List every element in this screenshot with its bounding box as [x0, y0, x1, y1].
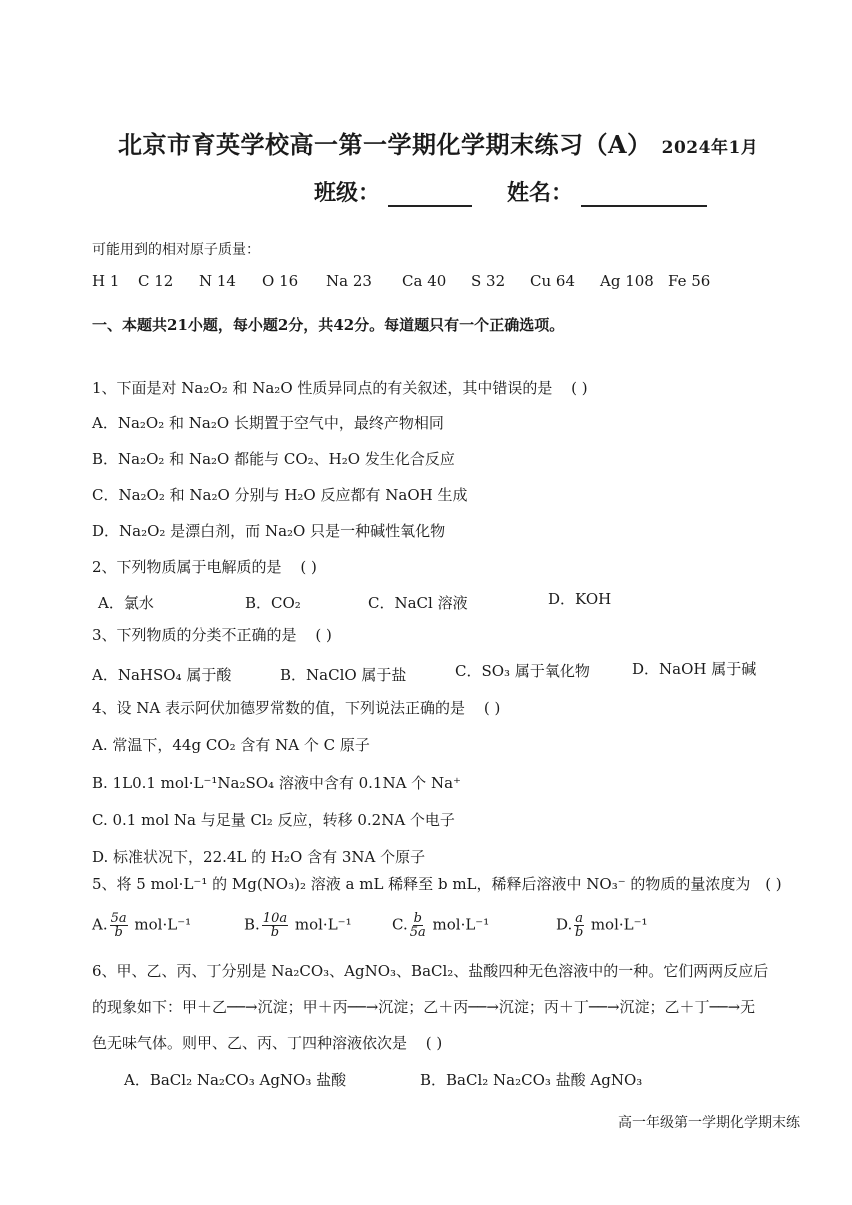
answer-paren: ( ): [300, 558, 317, 576]
atomic-mass-item: N 14: [199, 272, 236, 290]
question-2-option-a: A．氯水: [98, 594, 154, 612]
fraction-numerator: b: [413, 911, 422, 926]
question-5-option-d: [556, 912, 648, 939]
question-1-option-a: A．Na₂O₂ 和 Na₂O 长期置于空气中，最终产物相同: [92, 414, 444, 432]
exam-date: 2024年1月: [661, 138, 759, 158]
page-footer: 高一年级第一学期化学期末练: [618, 1115, 800, 1131]
question-1-stem: [92, 377, 588, 398]
fraction-denominator: 5a: [409, 925, 426, 940]
question-2-option-d: D．KOH: [548, 590, 612, 608]
question-2-option-b: B．CO₂: [245, 594, 301, 612]
option-label: D.: [556, 915, 573, 934]
atomic-mass-label: 可能用到的相对原子质量：: [92, 242, 260, 258]
atomic-mass-item: Ca 40: [402, 272, 447, 290]
question-2-option-c: C．NaCl 溶液: [368, 594, 468, 612]
question-3-option-a: A．NaHSO₄ 属于酸: [92, 666, 232, 684]
fraction-denominator: b: [114, 925, 123, 940]
question-5-option-c: [392, 912, 489, 939]
question-3-stem: [92, 624, 332, 645]
fraction: [110, 912, 128, 939]
question-4-option-b: B. 1L0.1 mol·L⁻¹Na₂SO₄ 溶液中含有 0.1NA 个 Na⁺: [92, 774, 461, 792]
question-1-option-d: D．Na₂O₂ 是漂白剂，而 Na₂O 只是一种碱性氧化物: [92, 522, 446, 540]
fraction-denominator: b: [270, 925, 280, 940]
question-1-option-c: C．Na₂O₂ 和 Na₂O 分别与 H₂O 反应都有 NaOH 生成: [92, 486, 468, 504]
unit: mol·L⁻¹: [590, 915, 648, 934]
student-info-line: [314, 176, 707, 207]
question-3-option-b: B．NaClO 属于盐: [280, 666, 407, 684]
question-3-option-d: D．NaOH 属于碱: [632, 660, 757, 678]
question-5-stem: [92, 873, 782, 894]
class-label: 班级：: [314, 180, 381, 206]
atomic-mass-item: Cu 64: [530, 272, 575, 290]
answer-paren: ( ): [425, 1034, 443, 1052]
question-6-option-b: B．BaCl₂ Na₂CO₃ 盐酸 AgNO₃: [420, 1071, 643, 1089]
atomic-mass-item: O 16: [262, 272, 299, 290]
option-label: B.: [244, 915, 260, 934]
question-3-option-c: C．SO₃ 属于氧化物: [455, 662, 590, 680]
exam-title: [118, 125, 758, 160]
atomic-mass-item: S 32: [471, 272, 506, 290]
atomic-mass-item: Na 23: [326, 272, 372, 290]
atomic-mass-item: Ag 108: [600, 272, 654, 290]
question-2-stem: [92, 556, 317, 577]
question-stem-text: 1、下面是对 Na₂O₂ 和 Na₂O 性质异同点的有关叙述，其中错误的是: [92, 379, 553, 397]
fraction-denominator: b: [574, 925, 584, 940]
question-6-line-1: 6、甲、乙、丙、丁分别是 Na₂CO₃、AgNO₃、BaCl₂、盐酸四种无色溶液中的一种。它们两两反应后: [92, 962, 769, 980]
question-stem-text: 2、下列物质属于电解质的是: [92, 558, 282, 576]
question-1-option-b: B．Na₂O₂ 和 Na₂O 都能与 CO₂、H₂O 发生化合反应: [92, 450, 455, 468]
option-label: A.: [92, 915, 108, 934]
question-4-option-a: A. 常温下，44g CO₂ 含有 NA 个 C 原子: [92, 736, 370, 754]
answer-paren: ( ): [483, 699, 501, 717]
class-blank: [388, 183, 472, 207]
exam-title-text: 北京市育英学校高一第一学期化学期末练习（A）: [118, 130, 652, 159]
question-stem-text: 色无味气体。则甲、乙、丙、丁四种溶液依次是: [92, 1034, 408, 1052]
atomic-mass-item: C 12: [138, 272, 174, 290]
question-6-option-a: A．BaCl₂ Na₂CO₃ AgNO₃ 盐酸: [124, 1071, 347, 1089]
question-5-option-a: [92, 912, 191, 939]
question-6-line-2: 的现象如下：甲＋乙──→沉淀；甲＋丙──→沉淀；乙＋丙──→沉淀；丙＋丁──→沉淀；乙＋丁──→无: [92, 998, 756, 1016]
answer-paren: ( ): [765, 875, 782, 893]
question-6-line-3: [92, 1032, 442, 1053]
fraction-numerator: 5a: [110, 911, 127, 926]
atomic-mass-item: H 1: [92, 272, 120, 290]
option-label: C.: [392, 915, 408, 934]
question-4-stem: [92, 697, 500, 718]
unit: mol·L⁻¹: [432, 915, 490, 934]
question-5-option-b: [244, 912, 352, 939]
fraction-numerator: 10a: [262, 911, 288, 926]
fraction: [262, 912, 288, 939]
question-4-option-d: D. 标准状况下，22.4L 的 H₂O 含有 3NA 个原子: [92, 848, 426, 866]
name-blank: [581, 183, 707, 207]
unit: mol·L⁻¹: [134, 915, 192, 934]
fraction: [574, 912, 584, 939]
atomic-mass-item: Fe 56: [668, 272, 711, 290]
question-stem-text: 5、将 5 mol·L⁻¹ 的 Mg(NO₃)₂ 溶液 a mL 稀释至 b mL，稀释后溶液中 NO₃⁻ 的物质的量浓度为: [92, 875, 751, 893]
section-heading: 一、本题共21小题，每小题2分，共42分。每道题只有一个正确选项。: [92, 316, 565, 334]
unit: mol·L⁻¹: [294, 915, 352, 934]
name-label: 姓名：: [507, 180, 574, 206]
question-stem-text: 3、下列物质的分类不正确的是: [92, 626, 297, 644]
fraction-numerator: a: [575, 911, 584, 926]
question-4-option-c: C. 0.1 mol Na 与足量 Cl₂ 反应，转移 0.2NA 个电子: [92, 811, 455, 829]
question-stem-text: 4、设 NA 表示阿伏加德罗常数的值，下列说法正确的是: [92, 699, 466, 717]
answer-paren: ( ): [315, 626, 332, 644]
answer-paren: ( ): [571, 379, 588, 397]
fraction: [410, 912, 426, 939]
